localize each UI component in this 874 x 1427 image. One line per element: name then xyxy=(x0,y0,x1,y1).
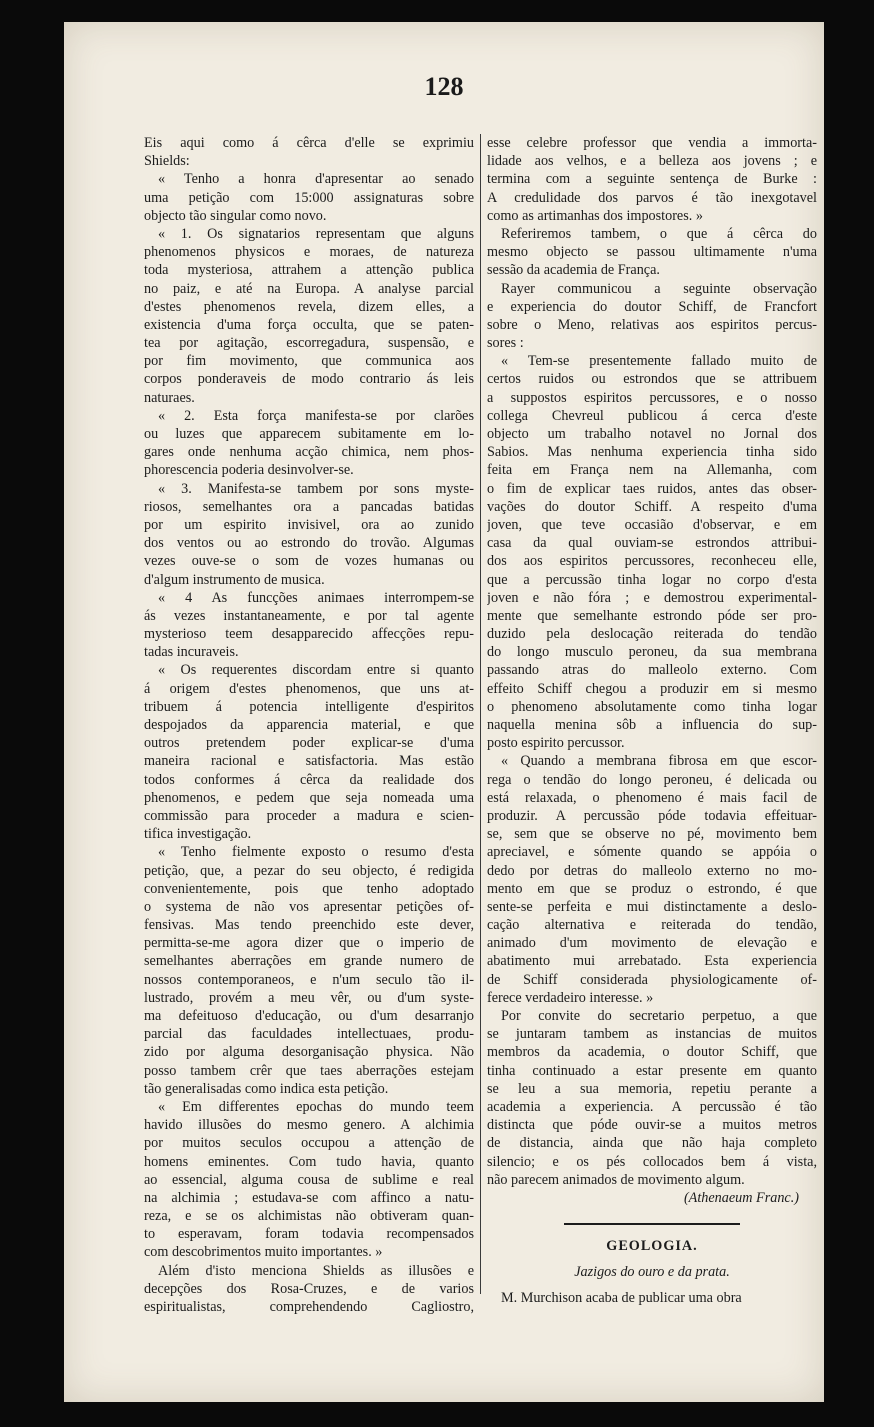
left_column-line: phorescencia poderia desinvolver-se. xyxy=(144,462,354,479)
left_column-line: uma petição com 15:000 assignaturas sobre xyxy=(144,189,474,206)
left_column-line: Shields: xyxy=(144,153,190,170)
right-column xyxy=(487,134,817,1307)
left_column-line: ma defeituoso d'educação, ou d'um desarranjo xyxy=(144,1008,474,1024)
left_column-line: na alchimia ; estudava-se com affinco a natu- xyxy=(144,1189,474,1206)
left_column-line: corpos ponderaveis de modo contrario ás leis xyxy=(144,371,474,388)
left_column-line: havido illusões do mesmo genero. A alchimia xyxy=(144,1117,474,1134)
left_column-line: « 2. Esta força manifesta-se por clarões xyxy=(158,407,474,424)
left_column-line: por fim movimento, que communica aos xyxy=(144,353,474,370)
right_column-line: A credulidade dos parvos é tão inexgotavel xyxy=(487,189,817,206)
left_column-line: com descobrimentos muito importantes. » xyxy=(144,1244,383,1261)
left_column-line: fensivas. Mas tendo preenchido este dever, xyxy=(144,917,474,934)
right_column-line: está relaxada, o phenomeno é mais facil de xyxy=(487,789,817,806)
section-rule xyxy=(564,1223,740,1225)
left_column-line: mysterioso teem desapparecido affecções repu- xyxy=(144,626,474,643)
right_column-line: Referiremos tambem, o que á cêrca do xyxy=(501,225,817,242)
right_column-line: vações do doutor Schiff. A respeito d'uma xyxy=(487,498,817,515)
right_column-line: se, sem que se observe no pé, movimento bem xyxy=(487,826,817,843)
left_column-line: petição, que, a pezar do seu objecto, é redigida xyxy=(144,862,474,879)
right_column-line: distincta que póde ouvir-se a muitos metros xyxy=(487,1117,817,1134)
right_column-line: feita em França nem na Allemanha, com xyxy=(487,462,817,479)
left_column-line: parcial das faculdades intellectuaes, produ- xyxy=(144,1026,474,1043)
right_column-line: « Tem-se presentemente fallado muito de xyxy=(501,353,817,370)
left_column-line: por muitos seculos occupou a attenção de xyxy=(144,1135,474,1152)
left_column-line: riosos, semelhantes ora a pancadas batidas xyxy=(144,498,474,515)
right_column-line: passando atras do malleolo externo. Com xyxy=(487,662,817,679)
left_column-line: despojados da apparencia material, e que xyxy=(144,717,474,733)
right_column-line: produzir. A percussão póde todavia effeituar- xyxy=(487,807,817,824)
right_column-line: membros da academia, o doutor Schiff, que xyxy=(487,1044,817,1061)
left_column-line: lustrado, provém a meu vêr, ou d'um syste- xyxy=(144,989,474,1006)
right_column-line: e experiencia do doutor Schiff, de Francfort xyxy=(487,298,817,315)
right_column-line: a suppostos espiritos percussores, e o nosso xyxy=(487,389,817,406)
right_column-line: posto espirito percussor. xyxy=(487,735,625,752)
left_column-line: espiritualistas, comprehendendo Cagliostro, xyxy=(144,1299,474,1315)
right_column-line: mento em que se produz o estrondo, é que xyxy=(487,880,817,897)
right_column-line: rega o tendão do longo peroneu, é delicada ou xyxy=(487,771,817,788)
right_column-line: termina com a seguinte sentença de Burke : xyxy=(487,171,817,188)
left_column-line: no paiz, e até na Europa. A analyse parcial xyxy=(144,280,474,297)
left_column-line: tifica investigação. xyxy=(144,826,252,843)
right_column-line: abatimento mui arrebatado. Esta experiencia xyxy=(487,953,817,970)
right_column-line: o fim de explicar taes ruidos, antes das obser- xyxy=(487,480,817,497)
left_column-line: gares onde nenhuma acção chimica, nem phos- xyxy=(144,444,474,461)
left_column-line: phenomenos physicos e moraes, de natureza xyxy=(144,244,474,261)
left_column-line: ao essencial, alguma cousa de sublime e real xyxy=(144,1171,474,1188)
left_column-line: tribuem á potencia intelligente d'espiritos xyxy=(144,698,474,715)
left_column-line: « Tenho fielmente exposto o resumo d'esta xyxy=(158,844,474,861)
left_column-line: phenomenos, e pedem que seja nomeada uma xyxy=(144,789,474,806)
newspaper-page xyxy=(64,22,824,1402)
left_column-line: homens eminentes. Com tudo havia, quanto xyxy=(144,1153,474,1170)
left_column-line: tão generalisadas como indica esta petição. xyxy=(144,1080,389,1097)
right_column-line: objecto um trabalho notavel no Jornal dos xyxy=(487,426,817,442)
right_column-line: de Schiff considerada physiologicamente of- xyxy=(487,971,817,988)
right_column-line: tinha continuado a estar presente em quanto xyxy=(487,1062,817,1079)
left_column-line: por um espirito invisivel, ora ao zunido xyxy=(144,516,474,533)
right_column-line: sente-se perfeita e mui distinctamente a deslo- xyxy=(487,898,817,915)
left_column-line: vezes ouve-se o som de vozes humanas ou xyxy=(144,553,474,570)
left_column-line: commissão para proceder a madura e scien- xyxy=(144,807,474,824)
left_column-line: permitta-se-me agora dizer que o imperio de xyxy=(144,935,474,952)
right_column-line: joven e não fóra ; e demostrou experimental- xyxy=(487,589,817,606)
right_column-line: não parecem animados de movimento algum. xyxy=(487,1171,745,1188)
right_column-line: cação alternativa e reiterada do tendão, xyxy=(487,917,817,934)
right_column-line: « Quando a membrana fibrosa em que escor- xyxy=(501,753,817,770)
left_column-line: posso tambem crêr que taes aberrações estejam xyxy=(144,1062,474,1079)
section-heading: GEOLOGIA. xyxy=(606,1238,698,1255)
left_column-line: outros pretendem poder explicar-se d'uma xyxy=(144,735,474,752)
right_column-line: dos aos espiritos percussores, reconheceu elle, xyxy=(487,553,817,570)
right_column-line: casa da qual ouviam-se estrondos attribui- xyxy=(487,535,817,552)
right_column-line: joven, que teve occasião d'observar, e em xyxy=(487,516,817,533)
right_column-line: se juntaram tambem as instancias de muitos xyxy=(487,1026,817,1043)
right_column-line: do longo musculo peroneu, da sua membrana xyxy=(487,644,817,661)
right_column-line: de distancia, ainda que não haja completo xyxy=(487,1135,817,1152)
left_column-line: « 3. Manifesta-se tambem por sons myste- xyxy=(158,480,474,497)
right_column-line: se leu a sua memoria, repetiu perante a xyxy=(487,1080,817,1097)
right_column-line: dedo por detras do malleolo externo no mo- xyxy=(487,862,817,879)
left_column-line: tea por agitação, escorregadura, suspensão, e xyxy=(144,335,474,352)
left_column-line: « 1. Os signatarios representam que alguns xyxy=(158,225,474,242)
right_column-line: sessão da academia de França. xyxy=(487,262,660,279)
right_column-line: duzido pela deslocação reiterada do tendão xyxy=(487,626,817,643)
left_column-line: maneira racional e satisfactoria. Mas estão xyxy=(144,753,474,770)
right_column-line: Rayer communicou a seguinte observação xyxy=(501,280,817,297)
left_column-line: todos conformes á cêrca da realidade dos xyxy=(144,771,474,788)
left_column-line: ou luzes que apparecem subitamente em lo- xyxy=(144,426,474,442)
right_column-line: academia a experiencia. A percussão é tão xyxy=(487,1098,817,1115)
left_column-line: semelhantes aberrações em grande numero de xyxy=(144,953,474,970)
column-divider xyxy=(480,134,481,1294)
left_column-line: Eis aqui como á cêrca d'elle se exprimiu xyxy=(144,135,474,151)
left_column-line: « Tenho a honra d'apresentar ao senado xyxy=(158,171,474,188)
right_column-line: collega Chevreul publicou á cerca d'este xyxy=(487,407,817,424)
right_column-line: ferece verdadeiro interesse. » xyxy=(487,989,654,1006)
left_column-line: naturaes. xyxy=(144,389,195,406)
right_column-line: que a percussão tinha logar no corpo d'esta xyxy=(487,571,817,588)
left_column-line: d'estes phenomenos revela, dizem elles, a xyxy=(144,298,474,315)
right_column-line: Sabios. Mas nenhuma experiencia tinha sido xyxy=(487,444,817,461)
right_column-line: mente que semelhante estrondo póde ser pro- xyxy=(487,607,817,624)
right_column-line: apreciavel, e sómente quando se appóia o xyxy=(487,844,817,861)
signature: (Athenaeum Franc.) xyxy=(683,1189,799,1206)
left-column xyxy=(144,134,474,1316)
right_column-line: mesmo objecto se passou ultimamente n'uma xyxy=(487,244,817,261)
left_column-line: objecto tão singular como novo. xyxy=(144,207,327,224)
right_column-line: silencio; e os pés collocados bem á vista, xyxy=(487,1153,817,1170)
left_column-line: « Os requerentes discordam entre si quanto xyxy=(158,662,474,679)
left_column-line: dos ventos ou ao estrondo do trovão. Algumas xyxy=(144,535,474,552)
right_column-line: esse celebre professor que vendia a immorta- xyxy=(487,135,817,151)
right-column-lines xyxy=(487,134,817,1189)
right_column-line: sobre o Meno, relativas aos espiritos percus- xyxy=(487,316,817,333)
right_column-line: o phenomeno absolutamente como tinha logar xyxy=(487,698,817,715)
left_column-line: ás vezes instantaneamente, e por tal agente xyxy=(144,607,474,624)
left_column-line: to esperavam, foram todavia recompensados xyxy=(144,1226,474,1243)
right_column-line: naquella menina sôb a influencia do sup- xyxy=(487,717,817,733)
left_column-line: zido por alguma desorganisação physica. Não xyxy=(144,1044,474,1061)
section-first-line: M. Murchison acaba de publicar uma obra xyxy=(501,1290,742,1307)
left_column-line: tadas incuraveis. xyxy=(144,644,239,661)
right_column-line: animado d'um movimento de elevação e xyxy=(487,935,817,952)
section-subheading: Jazigos do ouro e da prata. xyxy=(574,1264,730,1281)
left_column-line: o systema de não vos apresentar petições of- xyxy=(144,898,474,915)
left_column-line: reza, e se os alchimistas não obtiveram quan- xyxy=(144,1208,474,1225)
left_column-line: « 4 As funcções animaes interrompem-se xyxy=(158,589,474,606)
right_column-line: lidade aos velhos, e a belleza aos jovens ; e xyxy=(487,153,817,170)
left_column-line: decepções dos Rosa-Cruzes, e de varios xyxy=(144,1280,474,1297)
left_column-line: convenientemente, pois que tenho adoptado xyxy=(144,880,474,897)
left_column-line: Além d'isto menciona Shields as illusões e xyxy=(158,1262,474,1279)
left_column-line: d'algum instrumento de musica. xyxy=(144,571,325,588)
left_column-line: toda mysteriosa, attrahem a attenção publica xyxy=(144,262,474,279)
right_column-line: effeito Schiff chegou a produzir em si mesmo xyxy=(487,680,817,697)
right_column-line: certos ruidos ou estrondos que se attribuem xyxy=(487,371,817,388)
left_column-line: existencia d'uma força occulta, que se paten- xyxy=(144,316,474,333)
right_column-line: como as artimanhas dos impostores. » xyxy=(487,207,703,224)
left_column-line: á origem d'estes phenomenos, que uns at- xyxy=(144,680,474,697)
right_column-line: sores : xyxy=(487,335,524,352)
page-number: 128 xyxy=(424,72,464,101)
left_column-line: nossos contemporaneos, e n'um seculo tão il- xyxy=(144,971,474,988)
right_column-line: Por convite do secretario perpetuo, a que xyxy=(501,1008,817,1024)
left_column-line: « Em differentes epochas do mundo teem xyxy=(158,1098,474,1115)
